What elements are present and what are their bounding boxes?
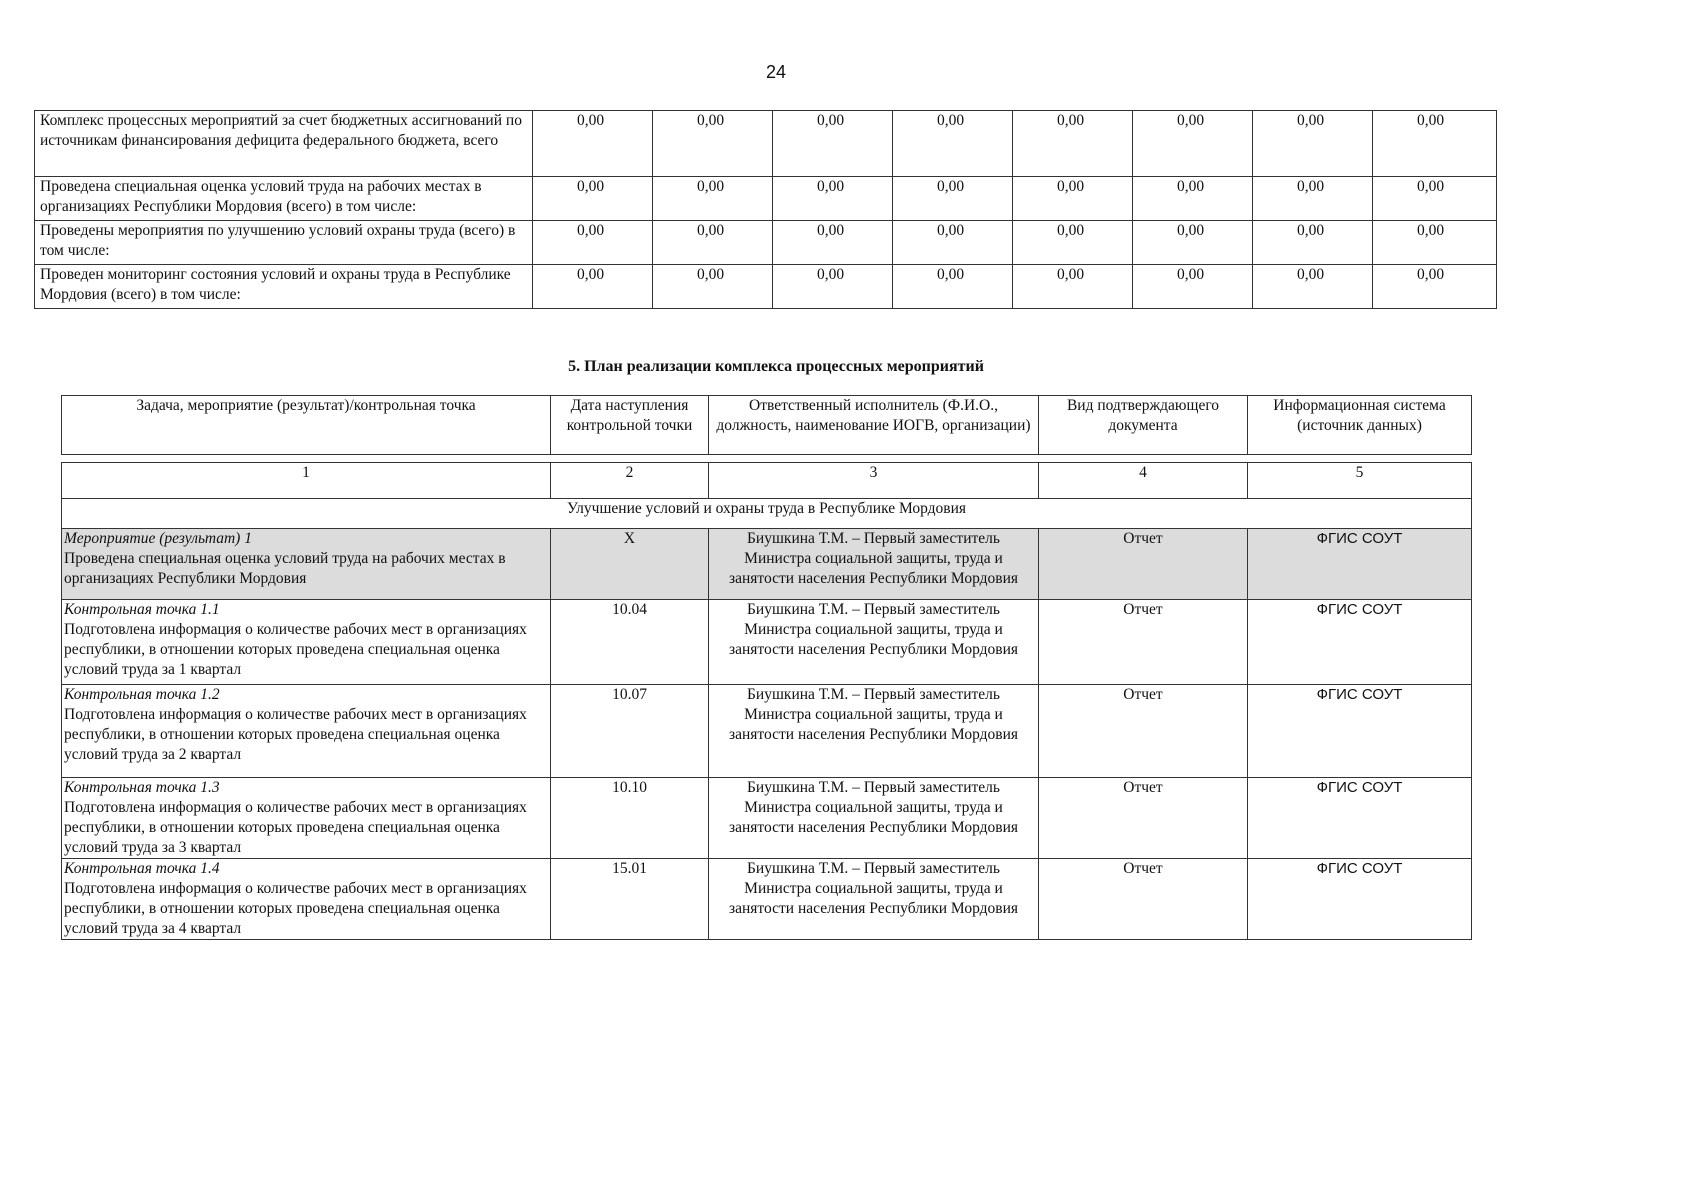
document-cell: Отчет [1039,529,1248,600]
fin-value-cell: 0,00 [533,177,653,221]
fin-value-cell: 0,00 [1133,111,1253,177]
header-row [62,396,1472,455]
responsible-cell: Биушкина Т.М. – Первый заместитель Министра социальной защиты, труда и занятости населения Республики Мордовия [709,529,1039,600]
fin-value-cell: 0,00 [1373,221,1497,265]
fin-value-cell: 0,00 [773,265,893,309]
responsible-cell: Биушкина Т.М. – Первый заместитель Министра социальной защиты, труда и занятости населения Республики Мордовия [709,859,1039,940]
fin-value-cell: 0,00 [893,265,1013,309]
fin-value-cell: 0,00 [1253,177,1373,221]
fin-row [35,177,1497,221]
document-cell: Отчет [1039,685,1248,778]
document-cell: Отчет [1039,600,1248,685]
system-cell: ФГИС СОУТ [1248,600,1472,685]
fin-value-cell: 0,00 [653,111,773,177]
activity-row [62,529,1472,600]
column-number-row [62,463,1472,499]
task-cell [62,529,551,600]
fin-value-cell: 0,00 [1253,111,1373,177]
fin-row-label: Комплекс процессных мероприятий за счет бюджетных ассигнований по источникам финансирования дефицита федерального бюджета, всего [35,111,533,177]
header-document: Вид подтверждающего документа [1039,396,1248,455]
row-text: Подготовлена информация о количестве рабочих мест в организациях республики, в отношении которых проведена специальная оценка условий труда за 3 квартал [64,799,527,856]
document-cell: Отчет [1039,859,1248,940]
financing-table [34,110,1497,309]
fin-value-cell: 0,00 [1013,265,1133,309]
col-number-1: 1 [62,463,551,499]
fin-value-cell: 0,00 [1133,265,1253,309]
task-cell [62,685,551,778]
fin-value-cell: 0,00 [893,221,1013,265]
row-text: Проведена специальная оценка условий труда на рабочих местах в организациях Республики Мордовия [64,550,506,587]
task-cell [62,600,551,685]
fin-row [35,221,1497,265]
system-cell: ФГИС СОУТ [1248,859,1472,940]
row-text: Подготовлена информация о количестве рабочих мест в организациях республики, в отношении которых проведена специальная оценка условий труда за 1 квартал [64,621,527,678]
row-kind: Контрольная точка 1.1 [64,601,220,618]
fin-value-cell: 0,00 [1013,111,1133,177]
fin-row [35,111,1497,177]
plan-table [61,462,1472,940]
fin-row-label: Проведен мониторинг состояния условий и охраны труда в Республике Мордовия (всего) в том числе: [35,265,533,309]
header-responsible: Ответственный исполнитель (Ф.И.О., должность, наименование ИОГВ, организации) [709,396,1039,455]
fin-value-cell: 0,00 [1373,177,1497,221]
task-cell [62,859,551,940]
col-number-2: 2 [551,463,709,499]
fin-value-cell: 0,00 [653,265,773,309]
fin-value-cell: 0,00 [1373,111,1497,177]
col-number-4: 4 [1039,463,1248,499]
date-cell: Х [551,529,709,600]
col-number-3: 3 [709,463,1039,499]
checkpoint-row [62,685,1472,778]
checkpoint-row [62,859,1472,940]
fin-value-cell: 0,00 [1133,177,1253,221]
system-cell: ФГИС СОУТ [1248,685,1472,778]
fin-value-cell: 0,00 [893,177,1013,221]
responsible-cell: Биушкина Т.М. – Первый заместитель Министра социальной защиты, труда и занятости населения Республики Мордовия [709,778,1039,859]
header-task: Задача, мероприятие (результат)/контрольная точка [62,396,551,455]
fin-value-cell: 0,00 [653,177,773,221]
responsible-cell: Биушкина Т.М. – Первый заместитель Министра социальной защиты, труда и занятости населения Республики Мордовия [709,685,1039,778]
fin-value-cell: 0,00 [1133,221,1253,265]
date-cell: 10.04 [551,600,709,685]
document-cell: Отчет [1039,778,1248,859]
task-title-row [62,499,1472,529]
page-number: 24 [765,62,787,82]
section-title: 5. План реализации комплекса процессных мероприятий [568,358,984,375]
fin-value-cell: 0,00 [773,111,893,177]
fin-value-cell: 0,00 [1013,221,1133,265]
date-cell: 10.07 [551,685,709,778]
fin-value-cell: 0,00 [773,221,893,265]
fin-value-cell: 0,00 [533,111,653,177]
header-system: Информационная система (источник данных) [1248,396,1472,455]
row-kind: Контрольная точка 1.2 [64,686,220,703]
col-number-5: 5 [1248,463,1472,499]
fin-value-cell: 0,00 [893,111,1013,177]
fin-value-cell: 0,00 [1373,265,1497,309]
row-kind: Мероприятие (результат) 1 [64,530,252,547]
checkpoint-row [62,600,1472,685]
system-cell: ФГИС СОУТ [1248,778,1472,859]
row-text: Подготовлена информация о количестве рабочих мест в организациях республики, в отношении которых проведена специальная оценка условий труда за 2 квартал [64,706,527,763]
fin-value-cell: 0,00 [1253,265,1373,309]
system-cell: ФГИС СОУТ [1248,529,1472,600]
header-date: Дата наступления контрольной точки [551,396,709,455]
fin-row-label: Проведены мероприятия по улучшению условий охраны труда (всего) в том числе: [35,221,533,265]
date-cell: 15.01 [551,859,709,940]
checkpoint-row [62,778,1472,859]
task-title: Улучшение условий и охраны труда в Республике Мордовия [62,499,1472,529]
fin-value-cell: 0,00 [1253,221,1373,265]
fin-value-cell: 0,00 [1013,177,1133,221]
fin-value-cell: 0,00 [533,265,653,309]
plan-header-table [61,395,1472,455]
fin-value-cell: 0,00 [533,221,653,265]
row-kind: Контрольная точка 1.4 [64,860,220,877]
responsible-cell: Биушкина Т.М. – Первый заместитель Министра социальной защиты, труда и занятости населения Республики Мордовия [709,600,1039,685]
fin-value-cell: 0,00 [773,177,893,221]
row-kind: Контрольная точка 1.3 [64,779,220,796]
row-text: Подготовлена информация о количестве рабочих мест в организациях республики, в отношении которых проведена специальная оценка условий труда за 4 квартал [64,880,527,937]
fin-value-cell: 0,00 [653,221,773,265]
task-cell [62,778,551,859]
date-cell: 10.10 [551,778,709,859]
fin-row [35,265,1497,309]
fin-row-label: Проведена специальная оценка условий труда на рабочих местах в организациях Республики Мордовия (всего) в том числе: [35,177,533,221]
